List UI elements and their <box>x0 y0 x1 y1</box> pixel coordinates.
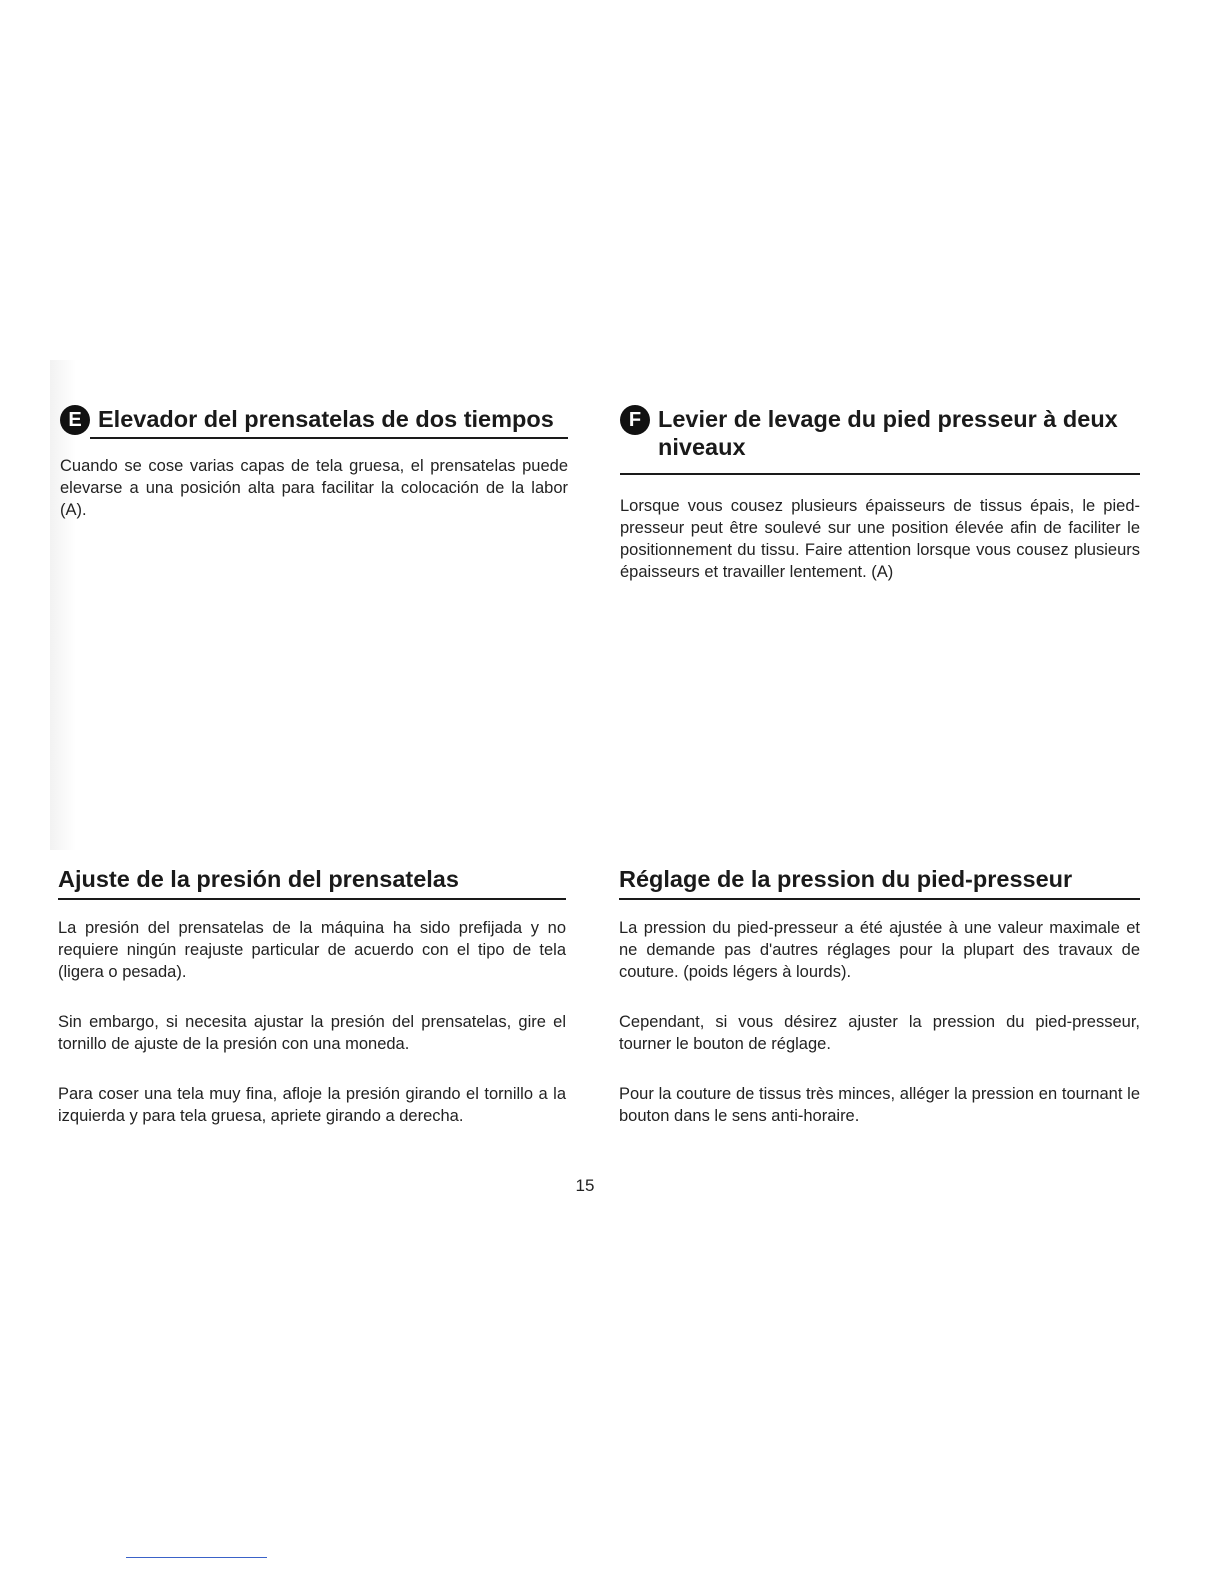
reglage-paragraph-2: Cependant, si vous désirez ajuster la pression du pied-presseur, tourner le bouton de réglage. <box>619 1013 1140 1053</box>
heading-rule <box>619 898 1140 900</box>
section-elevador <box>60 405 568 521</box>
section-levier-body: Lorsque vous cousez plusieurs épaisseurs de tissus épais, le pied-presseur peut être soulevé sur une position élevée afin de faciliter le positionnement du tissu. Faire attention lorsque vous cousez plusieurs épaisseurs et travailler lentement. (A) <box>620 497 1140 581</box>
language-badge-f: F <box>620 405 650 435</box>
section-ajuste-title: Ajuste de la presión del prensatelas <box>58 866 459 892</box>
section-levier <box>620 405 1140 583</box>
ajuste-paragraph-2: Sin embargo, si necesita ajustar la presión del prensatelas, gire el tornillo de ajuste de la presión con una moneda. <box>58 1013 566 1053</box>
section-ajuste <box>58 865 566 1127</box>
reglage-paragraph-3: Pour la couture de tissus très minces, alléger la pression en tournant le bouton dans le sens anti-horaire. <box>619 1085 1140 1125</box>
section-levier-heading <box>620 405 1140 461</box>
footer-line <box>126 1557 267 1558</box>
section-elevador-body: Cuando se cose varias capas de tela gruesa, el prensatelas puede elevarse a una posición alta para facilitar la colocación de la labor (A). <box>60 457 568 519</box>
heading-rule <box>58 898 566 900</box>
heading-rule <box>620 473 1140 475</box>
section-elevador-title: Elevador del prensatelas de dos tiempos <box>98 406 554 432</box>
section-elevador-heading <box>60 405 568 435</box>
ajuste-paragraph-1: La presión del prensatelas de la máquina ha sido prefijada y no requiere ningún reajuste particular de acuerdo con el tipo de tela (ligera o pesada). <box>58 919 566 981</box>
section-reglage-title: Réglage de la pression du pied-presseur <box>619 866 1073 892</box>
section-levier-title: Levier de levage du pied presseur à deux niveaux <box>658 406 1118 460</box>
page-number: 15 <box>575 1176 595 1195</box>
reglage-paragraph-1: La pression du pied-presseur a été ajustée à une valeur maximale et ne demande pas d'autres réglages pour la plupart des travaux de couture. (poids légers à lourds). <box>619 919 1140 981</box>
language-badge-e: E <box>60 405 90 435</box>
heading-rule <box>90 437 568 439</box>
section-reglage <box>619 865 1140 1127</box>
ajuste-paragraph-3: Para coser una tela muy fina, afloje la presión girando el tornillo a la izquierda y para tela gruesa, apriete girando a derecha. <box>58 1085 566 1125</box>
